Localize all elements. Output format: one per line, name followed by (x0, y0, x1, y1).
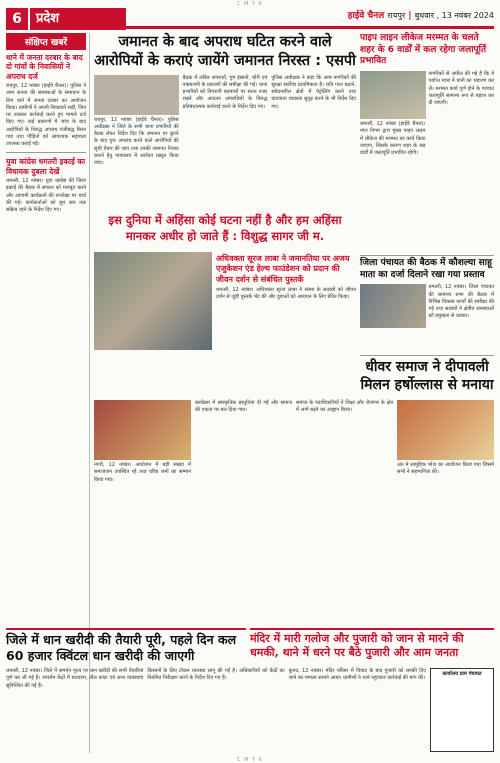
story-headline: पाइप लाइन लीकेज मरम्मत के चलते शहर के 6 वार्डों में कल रहेगा जलापूर्ति प्रभावित (360, 33, 487, 67)
news-photo (94, 400, 191, 460)
print-registration-bottom: C M Y K (237, 757, 263, 763)
lead-story (94, 33, 356, 167)
divider (6, 152, 86, 153)
page-header (6, 8, 494, 30)
date: बुधवार , 13 नवंबर 2024 (414, 11, 494, 20)
paper-suffix: चैनल (367, 11, 385, 21)
story-text: नगरी, 12 नवंबर। आयोजन में बड़ी संख्या में समाजजन उपस्थित रहे तथा वरिष्ठ जनों का सम्मान किया गया। (94, 462, 191, 483)
story-text: धमतरी, 12 नवंबर। जिले में समर्थन मूल्य पर धान खरीदी की सभी तैयारियां पूर्ण कर ली गई हैं। उपार्जन केंद्रों में बारदाना, तौल कांटा एवं अन्य व्यवस्थाएं सुनिश्चित की गई हैं। (6, 668, 144, 689)
story-text: समाज के पदाधिकारियों ने शिक्षा और रोजगार के क्षेत्र में आगे बढ़ने का आह्वान किया। (296, 400, 393, 414)
brief-headline: थाने में जनता दरबार के बाद दो गांवों के निवासियों ने अपराध दर्ज (6, 53, 83, 81)
lead-headline: जमानत के बाद अपराध घटित करने वाले आरोपियों के कराएं जायेंगे जमानत निरस्त : एसपी (94, 34, 356, 69)
story-text: कार्यक्रम में सांस्कृतिक प्रस्तुतियां दी गईं और समाज की एकता पर बल दिया गया। (195, 400, 292, 414)
news-photo (360, 284, 426, 328)
story-text: धमतरी, 12 नवंबर। अधिवक्ता सूरज लाबा ने संस्था के सदस्यों को जीवन दर्शन से जुड़ी पुस्तकें भेंट कीं और युवाओं को अध्ययन के लिए प्रेरित किया। (216, 287, 356, 301)
brief-text: रायपुर, 12 नवंबर (हाईवे चैनल)। पुलिस ने आम जनता की समस्याओं के समाधान के लिए थाने में जनता दरबार का आयोजन किया। ग्रामीणों ने अपनी शिकायतें रखीं, जिन पर तत्काल कार्रवाई करते हुए मामले दर्ज किए गए। कई प्रकरणों में जांच के बाद आरोपियों के विरुद्ध अपराध पंजीबद्ध किया गया तथा पीड़ितों को आवश्यक सहायता उपलब्ध कराई गई। (6, 83, 86, 148)
brief-text: धमतरी, 12 नवंबर। युवा कांग्रेस की जिला इकाई की बैठक में संगठन को मजबूत करने और आगामी कार्यक्रमों की रूपरेखा पर चर्चा की गई। कार्यकर्ताओं को बूथ स्तर तक सक्रिय रहने के निर्देश दिए गए। (6, 178, 86, 214)
quote-headline: इस दुनिया में अहिंसा कोई घटना नहीं है और हम अहिंसा मानकर अधीर हो जाते हैं : विशुद्ध सागर जी म. (108, 213, 342, 243)
news-photo (360, 71, 426, 119)
story-headline: जिला पंचायत की बैठक में कौशल्या साहू माता का दर्जा दिलाने रखा गया प्रस्ताव (360, 255, 494, 281)
community-story-columns (94, 400, 494, 484)
bottom-story-columns (6, 668, 426, 690)
news-photo (94, 252, 212, 350)
lead-text: बैठक में लंबित अपराधों, गुम इंसानों, चोरी एवं नकबजनी के प्रकरणों की समीक्षा की गई। थाना प्रभारियों को निगरानी बदमाशों पर सतत नजर रखने और आदतन अपराधियों के विरुद्ध प्रतिबंधात्मक कार्रवाई करने के निर्देश दिए गए। (182, 74, 268, 110)
district-panchayat-story (360, 255, 494, 328)
header-rule (126, 26, 494, 29)
section-title: प्रदेश (30, 8, 126, 30)
story-text: किसानों के लिए टोकन व्यवस्था लागू की गई है। अधिकारियों को केंद्रों का नियमित निरीक्षण करने के निर्देश दिए गए हैं। (147, 668, 285, 682)
print-registration-top: C M Y K (237, 1, 263, 7)
story-text: अंत में सामूहिक भोज का आयोजन किया गया जिसमें सभी ने सहभागिता की। (397, 462, 494, 476)
lead-text: रायपुर, 12 नवंबर (हाईवे चैनल)। पुलिस अधीक्षक ने जिले के सभी थाना प्रभारियों की बैठक लेकर निर्देश दिए कि जमानत पर छूटने के बाद पुनः अपराध करने वाले आरोपियों की सूची तैयार की जाए तथा उनकी जमानत निरस्त कराने हेतु न्यायालय में आवेदन प्रस्तुत किया जाए। (94, 116, 179, 167)
water-supply-story (360, 33, 494, 157)
paper-name: हाईवे (347, 11, 365, 21)
community-headline: धीवर समाज ने दीपावली मिलन हर्षोल्लास से मनाया (360, 355, 494, 394)
city: रायपुर (387, 11, 406, 20)
story-text: धमतरी, 12 नवंबर (हाईवे चैनल)। नगर निगम द्वारा मुख्य पाइप लाइन में लीकेज की मरम्मत का कार्य किया जाएगा, जिसके कारण शहर के छह वार्डों में जलापूर्ति प्रभावित रहेगी। (360, 121, 426, 157)
paddy-procurement-headline: जिले में धान खरीदी की तैयारी पूरी, पहले दिन कल 60 हजार क्विंटल धान खरीदी की जाएगी (6, 628, 246, 665)
lead-text: पुलिस अधीक्षक ने कहा कि आम नागरिकों की सुरक्षा सर्वोच्च प्राथमिकता है। रात्रि गश्त बढ़ाने, संवेदनशील क्षेत्रों में पेट्रोलिंग करने तथा यातायात व्यवस्था सुदृढ़ करने के भी निर्देश दिए गए। (271, 74, 357, 110)
public-notice (430, 668, 494, 752)
story-headline: अधिवक्ता सूरज लाबा ने जमानतिया पर अजय एजुकेशन एंड हेल्थ फाउंडेशन को प्रदान की जीवन दर्शन से संबंधित पुस्तकें (216, 254, 350, 284)
brief-box-title: संक्षिप्त खबरें (6, 33, 86, 50)
story-text: नागरिकों से अपील की गई है कि वे पर्याप्त मात्रा में पानी का भंडारण कर लें। मरम्मत कार्य पूर्ण होने के पश्चात जलापूर्ति सामान्य रूप से बहाल कर दी जाएगी। (428, 71, 494, 107)
notice-title: कार्यालय ग्राम पंचायत (442, 671, 482, 677)
page-number: 6 (6, 8, 28, 30)
news-photo (94, 75, 179, 115)
story-text: कुरुद, 12 नवंबर। मंदिर परिसर में विवाद के बाद पुजारी को धमकी दिए जाने का मामला सामने आया। ग्रामीणों ने थाने पहुंचकर कार्रवाई की मांग की। (288, 668, 426, 682)
masthead: हाईवे चैनल रायपुर | बुधवार , 13 नवंबर 2024 (347, 11, 494, 21)
news-photo (397, 400, 494, 460)
temple-story-headline: मंदिर में मारी गलोज और पुजारी को जान से मारने की धमकी, थाने में धरने पर बैठे पुजारी और आम जनता (250, 628, 494, 661)
brief-headline: युवा कांग्रेस धमतरी इकाई का विधायक दुबला देखें (6, 157, 86, 176)
story-text: धमतरी, 12 नवंबर। जिला पंचायत की सामान्य सभा की बैठक में विभिन्न विकास कार्यों की समीक्षा की गई तथा सदस्यों ने क्षेत्रीय समस्याओं को प्रमुखता से उठाया। (428, 284, 494, 320)
